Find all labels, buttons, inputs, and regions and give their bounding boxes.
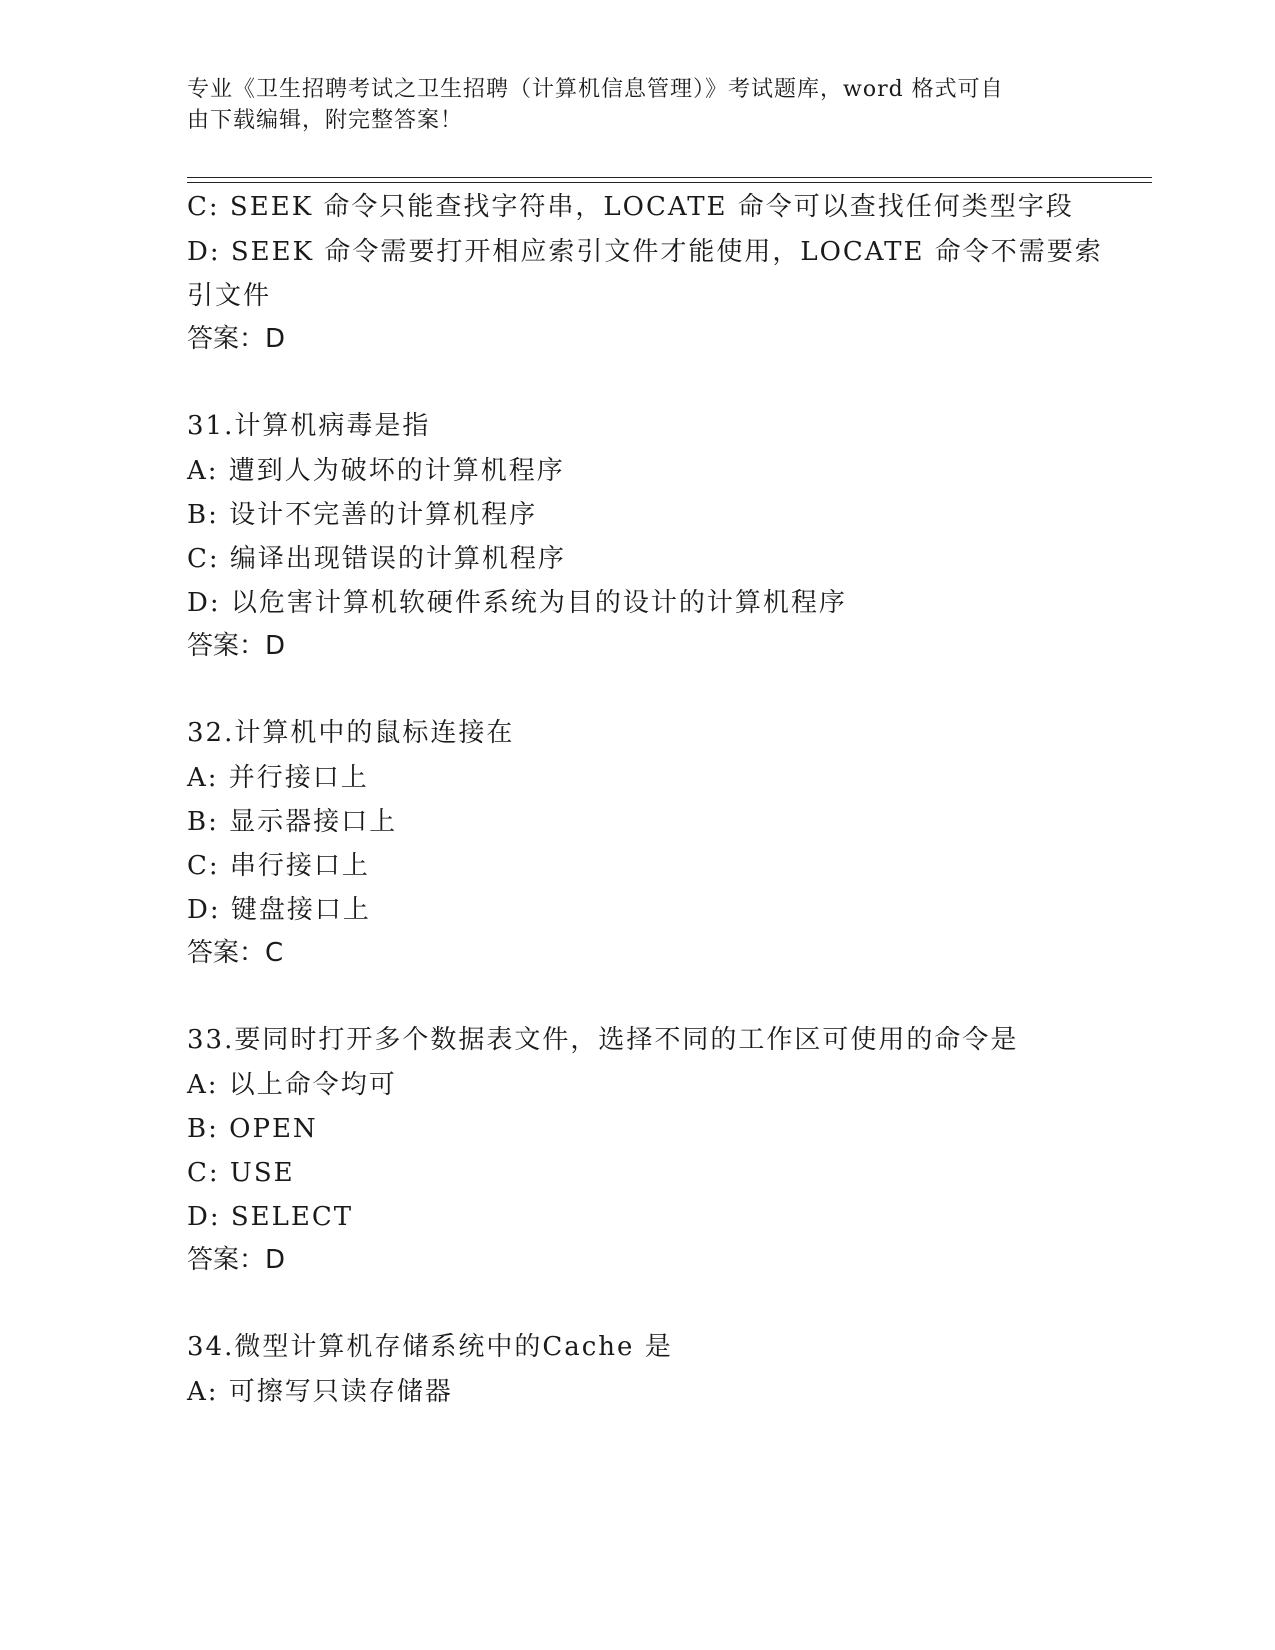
- option-d: D: SELECT: [187, 1202, 354, 1232]
- document-header: [187, 74, 1067, 136]
- option-c: C: SEEK 命令只能查找字符串，LOCATE 命令可以查找任何类型字段: [187, 192, 1074, 222]
- option-b: B: OPEN: [187, 1114, 318, 1144]
- question-34: 34.微型计算机存储系统中的Cache 是: [187, 1332, 673, 1362]
- option-d: D: 键盘接口上: [187, 895, 371, 925]
- question-33: 33.要同时打开多个数据表文件，选择不同的工作区可使用的命令是: [187, 1025, 1019, 1055]
- option-b: B: 设计不完善的计算机程序: [187, 500, 538, 530]
- option-c: C: 编译出现错误的计算机程序: [187, 544, 566, 574]
- option-a: A: 遭到人为破坏的计算机程序: [187, 456, 565, 486]
- option-a: A: 并行接口上: [187, 763, 369, 793]
- option-b: B: 显示器接口上: [187, 807, 398, 837]
- question-32: 32.计算机中的鼠标连接在: [187, 718, 515, 748]
- answer-line: 答案：C: [187, 938, 284, 968]
- option-a: A: 可擦写只读存储器: [187, 1377, 453, 1407]
- header-divider-bottom: [187, 182, 1152, 183]
- option-d-continued: 引文件: [187, 281, 272, 311]
- option-c: C: USE: [187, 1158, 295, 1188]
- header-divider-top: [187, 177, 1152, 178]
- option-d: D: 以危害计算机软硬件系统为目的设计的计算机程序: [187, 588, 847, 618]
- answer-line: 答案：D: [187, 1245, 286, 1275]
- option-c: C: 串行接口上: [187, 851, 370, 881]
- option-d: D: SEEK 命令需要打开相应索引文件才能使用，LOCATE 命令不需要索: [187, 237, 1103, 267]
- header-line-2: 由下载编辑，附完整答案！: [187, 108, 464, 133]
- answer-line: 答案：D: [187, 324, 286, 354]
- option-a: A: 以上命令均可: [187, 1070, 397, 1100]
- header-line-1: 专业《卫生招聘考试之卫生招聘（计算机信息管理）》考试题库，word 格式可自: [187, 77, 1004, 102]
- question-31: 31.计算机病毒是指: [187, 411, 431, 441]
- answer-line: 答案：D: [187, 631, 286, 661]
